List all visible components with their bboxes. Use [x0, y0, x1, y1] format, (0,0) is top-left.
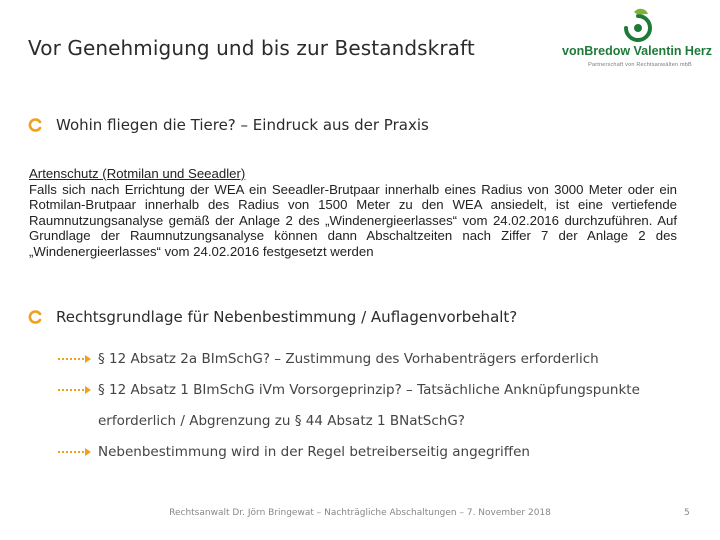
sub-bullet-list — [58, 344, 658, 468]
bullet-text: Rechtsgrundlage für Nebenbestimmung / Auflagenvorbehalt? — [56, 308, 518, 326]
sub-bullet-text: Nebenbestimmung wird in der Regel betreiberseitig angegriffen — [98, 444, 530, 460]
slide-title: Vor Genehmigung und bis zur Bestandskraft — [28, 36, 475, 60]
bullet-item — [28, 116, 429, 134]
quoted-passage — [29, 166, 677, 260]
sub-bullet-item — [58, 437, 658, 468]
sub-bullet-item — [58, 344, 658, 375]
footer-text: Rechtsanwalt Dr. Jörn Bringewat – Nachträgliche Abschaltungen – 7. November 2018 — [169, 508, 551, 518]
quote-heading: Artenschutz (Rotmilan und Seeadler) — [29, 166, 246, 181]
dotted-arrow-icon — [58, 354, 92, 364]
logo-tagline: Partnerschaft von Rechtsanwälten mbB — [588, 62, 692, 68]
sub-bullet-text: erforderlich / Abgrenzung zu § 44 Absatz 1 BNatSchG? — [98, 413, 465, 429]
firm-logo — [562, 6, 714, 72]
dotted-arrow-icon — [58, 447, 92, 457]
bullet-text: Wohin fliegen die Tiere? – Eindruck aus der Praxis — [56, 116, 429, 134]
sub-bullet-text: § 12 Absatz 1 BImSchG iVm Vorsorgeprinzip? – Tatsächliche Anknüpfungspunkte — [98, 382, 640, 398]
logo-mark-icon — [618, 8, 658, 42]
sub-bullet-text: § 12 Absatz 2a BImSchG? – Zustimmung des Vorhabenträgers erforderlich — [98, 351, 599, 367]
quote-body: Falls sich nach Errichtung der WEA ein Seeadler-Brutpaar innerhalb eines Radius von 3000 Meter oder ein Rotmilan-Brutpaar innerhalb des Radius von 1500 Meter zu den WEA ansiedelt, ist eine vertiefende Raumnutzungsanalyse gemäß der Anlage 2 des „Windenergieerlasses“ vom 24.02.2016 durchzuführen. Auf Grundlage der Raumnutzungsanalyse können dann Abschaltzeiten nach Ziffer 7 der Anlage 2 des „Windenergieerlasses“ vom 24.02.2016 festgesetzt werden — [29, 181, 677, 259]
bullet-item — [28, 308, 517, 326]
arc-bullet-icon — [28, 118, 42, 132]
logo-name: vonBredow Valentin Herz — [562, 44, 713, 58]
page-number: 5 — [684, 508, 690, 518]
sub-bullet-item — [58, 375, 658, 437]
arc-bullet-icon — [28, 310, 42, 324]
dotted-arrow-icon — [58, 385, 92, 395]
